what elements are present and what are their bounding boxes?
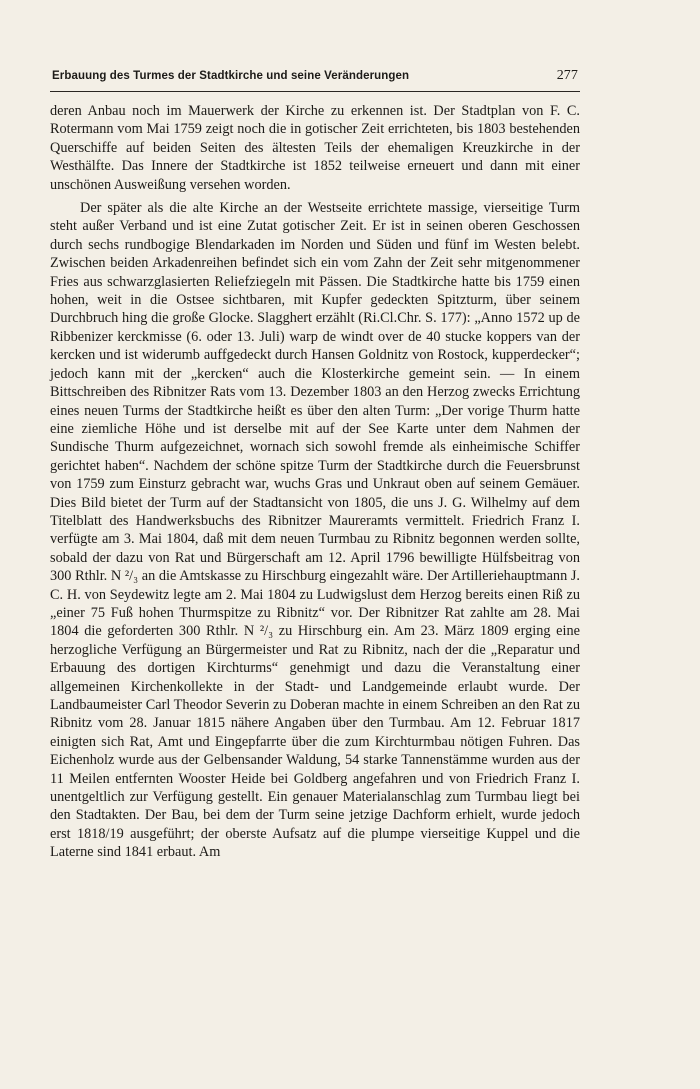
header-rule (50, 91, 580, 92)
body-text (50, 102, 580, 862)
running-title: Erbauung des Turmes der Stadtkirche und seine Veränderungen (52, 70, 410, 82)
running-header (52, 68, 578, 84)
paragraph-1: deren Anbau noch im Mauerwerk der Kirche zu erkennen ist. Der Stadtplan von F. C. Rotermann vom Mai 1759 zeigt noch die in gotischer Zeit errichteten, bis 1803 bestehenden Querschiffe auf beiden Seiten des ältesten Teils der ehemaligen Kreuzkirche in der Westhälfte. Das Innere der Stadtkirche ist 1852 teilweise erneuert und dann mit einer unschönen Ausweißung versehen worden. (50, 103, 580, 193)
paragraph-2: Der später als die alte Kirche an der Westseite errichtete massige, vierseitige Turm steht außer Verband und ist eine Zutat gotischer Zeit. Er ist in seinen oberen Geschossen durch sechs rundbogige Blendarkaden im Norden und Süden und fünf im Westen belebt. Zwischen beiden Arkadenreihen befindet sich ein vom Zahn der Zeit sehr mitgenommener Fries aus schwarzglasierten Reliefziegeln mit Pässen. Die Stadtkirche hatte bis 1759 einen hohen, weit in die Ostsee sichtbaren, mit Kupfer gedeckten Spitzturm, über seinem Durchbruch hing die große Glocke. Slagghert erzählt (Ri.Cl.Chr. S. 177): „Anno 1572 up de Ribbenizer kerckmisse (6. oder 13. Juli) warp de windt over de 40 stucke koppers van der kercken und ist widerumb auffgedeckt durch Hansen Goldnitz von Rostock, kupperdecker“; jedoch kann mit der „kercken“ auch die Klosterkirche gemeint sein. — In einem Bittschreiben des Ribnitzer Rats vom 13. Dezember 1803 an den Herzog zwecks Errichtung eines neuen Turms der Stadtkirche heißt es über den alten Turm: „Der vorige Thurm hatte eine ziemliche Höhe und ist derselbe mit auf der See Karte unter dem Nahmen der Sundische Thurm aufgezeichnet, wornach sich sowohl fremde als einheimische Schiffer gerichtet haben“. Nachdem der schöne spitze Turm der Stadtkirche durch die Feuersbrunst von 1759 zum Einsturz gebracht war, wuchs Gras und Unkraut oben auf seinem Gemäuer. Dies Bild bietet der Turm auf der Stadtansicht von 1805, die uns J. G. Wilhelmy auf dem Titelblatt des Handwerksbuchs des Ribnitzer Maureramts vermittelt. Friedrich Franz I. verfügte am 3. Mai 1804, daß mit dem neuen Turmbau zu Ribnitz begonnen werden sollte, sobald der dazu von Rat und Bürgerschaft am 12. April 1796 bewilligte Hülfsbeitrag von 300 Rthlr. N ²/₃ an die Amtskasse zu Hirschburg eingezahlt wäre. Der Artilleriehauptmann J. C. H. von Seydewitz legte am 2. Mai 1804 zu Ludwigslust dem Herzog bereits einen Riß zu „einer 75 Fuß hohen Thurmspitze zu Ribnitz“ vor. Der Ribnitzer Rat zahlte am 28. Mai 1804 die geforderten 300 Rthlr. N ²/₃ zu Hirschburg ein. Am 23. März 1809 erging eine herzogliche Verfügung an Bürgermeister und Rat zu Ribnitz, nach der die „Reparatur und Erbauung des dortigen Kirchturms“ genehmigt und dazu die Veranstaltung einer allgemeinen Kirchenkollekte in der Stadt- und Landgemeinde erlaubt wurde. Der Landbaumeister Carl Theodor Severin zu Doberan machte in einem Schreiben an den Rat zu Ribnitz vom 28. Januar 1815 nähere Angaben über den Turmbau. Am 12. Februar 1817 einigten sich Rat, Amt und Eingepfarrte über die zum Kirchturmbau nötigen Fuhren. Das Eichenholz wurde aus der Gelbensander Waldung, 54 starke Tannenstämme wurden aus der 11 Meilen entfernten Wooster Heide bei Goldberg angefahren und von Friedrich Franz I. unentgeltlich zur Verfügung gestellt. Ein genauer Materialanschlag zum Turmbau liegt bei den Stadtakten. Der Bau, bei dem der Turm seine jetzige Dachform erhielt, wurde jedoch erst 1818/19 ausgeführt; der oberste Aufsatz auf die plumpe vierseitige Kuppel und die Laterne sind 1841 erbaut. Am (50, 200, 580, 861)
page-number: 277 (556, 68, 578, 83)
